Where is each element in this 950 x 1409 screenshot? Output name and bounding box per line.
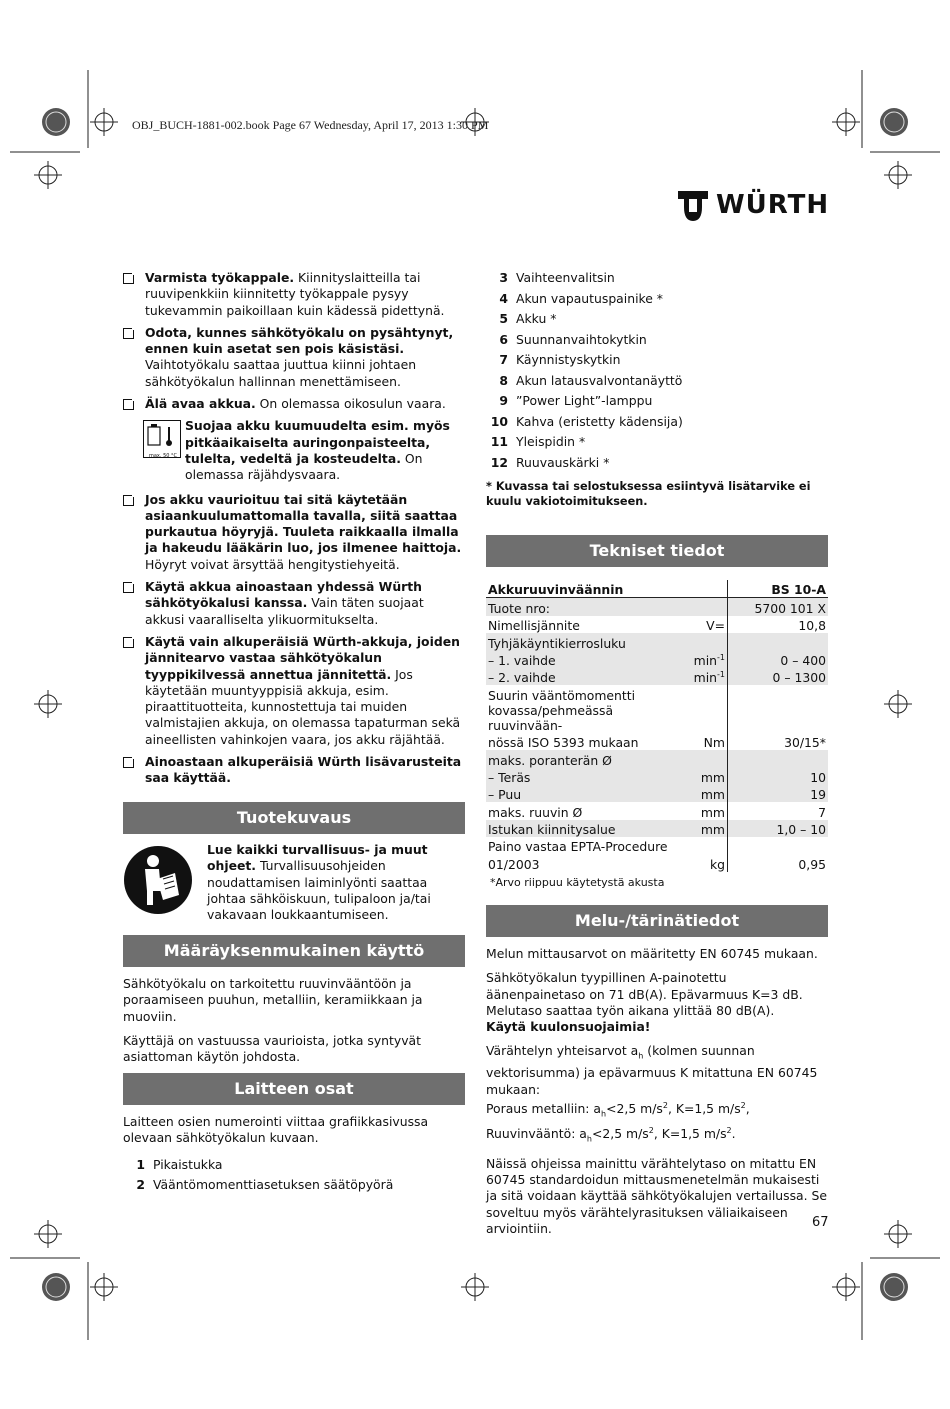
spec-row	[486, 802, 828, 819]
spec-label: maks. ruuvin Ø	[488, 804, 583, 820]
vib-text: Poraus metalliin: a	[486, 1100, 602, 1116]
part-number: 7	[499, 352, 508, 368]
part-number: 11	[490, 434, 508, 450]
spec-value	[728, 633, 829, 650]
spec-unit: mm	[700, 804, 725, 820]
safety-bullet	[123, 579, 465, 628]
spec-value	[728, 837, 829, 854]
read-instructions-note	[123, 842, 465, 923]
spec-row	[486, 598, 828, 616]
logo-wordmark: WÜRTH	[716, 190, 830, 220]
spec-unit: V=	[706, 618, 725, 634]
spec-value: 0 – 1300	[728, 668, 829, 685]
wear-ear-protection: Käytä kuulonsuojaimia!	[486, 1019, 651, 1035]
noise-measurement-paragraph: Melun mittausarvot on määritetty EN 60745 mukaan.	[486, 946, 818, 961]
spec-label: 01/2003	[488, 856, 540, 872]
bullet-text: Kiinnityslaitteilla tai ruuvipenkkiin kiinnitetty työkappale pysyy tukevammin paikoillaan kuin kädessä pidettynä.	[145, 270, 445, 318]
read-manual-icon	[123, 845, 193, 915]
spec-value	[728, 685, 829, 702]
spec-row	[486, 668, 828, 685]
vib-sub: h	[601, 1109, 607, 1119]
spec-label: – 2. vaihde	[488, 670, 556, 686]
accessory-footnote: * Kuvassa tai selostuksessa esiintyvä lisätarvike ei kuulu vakiotoimitukseen.	[486, 480, 811, 508]
spec-unit-base: min	[693, 652, 718, 668]
vib-sup: 2	[648, 1125, 654, 1135]
spec-body	[486, 598, 828, 872]
list-item	[123, 1175, 465, 1196]
spec-row	[486, 837, 828, 854]
spec-unit	[689, 750, 728, 767]
spec-header-label: Akkuruuvinväännin	[488, 582, 624, 598]
list-item	[486, 350, 828, 371]
left-column	[123, 270, 465, 793]
part-number: 6	[499, 331, 508, 347]
list-item	[486, 309, 828, 330]
parts-intro	[123, 1114, 465, 1196]
vib-text: <2,5 m/s	[591, 1125, 649, 1141]
safety-bullet	[123, 634, 465, 748]
spec-note: *Arvo riippuu käytetystä akusta	[490, 875, 665, 889]
spec-label: Tuote nro:	[488, 600, 550, 616]
safety-bullet	[123, 325, 465, 390]
spec-row	[486, 685, 828, 702]
part-number: 4	[499, 290, 508, 306]
wurth-logo	[676, 189, 834, 223]
bullet-bold: Jos akku vaurioituu tai sitä käytetään asiaankuulumattomalla tavalla, siitä saattaa purkautua höyryjä. Tuuleta raikkaalla ilmalla ja hakeudu lääkärin luo, jos ilmenee haittoja.	[145, 491, 462, 556]
parts-intro-paragraph: Laitteen osien numerointi viittaa grafiikkasivussa olevaan sähkötyökalun kuvaan.	[123, 1114, 429, 1146]
bullet-bold: Käytä vain alkuperäisiä Würth-akkuja, joiden jännitearvo vastaa sähkötyökalun tyyppikilvessä annettua jännitettä.	[145, 633, 460, 682]
spec-unit: mm	[700, 769, 725, 785]
page-number: 67	[812, 1215, 829, 1230]
parts-list-right	[486, 268, 828, 509]
read-note-text: Turvallisuusohjeiden noudattamisen laiminlyönti saattaa johtaa sähköiskuun, tulipaloon ja/tai vakavaan loukkaantumiseen.	[207, 858, 431, 923]
part-number: 5	[499, 311, 508, 327]
spec-unit	[689, 703, 728, 733]
spec-unit-exponent: -1	[717, 670, 725, 680]
part-name: Akun vapautuspainike *	[516, 290, 664, 306]
spec-row	[486, 785, 828, 802]
vib-text: Ruuvinvääntö: a	[486, 1125, 587, 1141]
spec-label: Suurin vääntömomentti	[488, 687, 636, 703]
spec-value	[728, 750, 829, 767]
list-item	[486, 268, 828, 289]
spec-row	[486, 651, 828, 668]
part-name: Akun latausvalvontanäyttö	[516, 372, 683, 388]
safety-bullet	[123, 396, 465, 412]
spec-label: nössä ISO 5393 mukaan	[488, 735, 639, 751]
spec-row	[486, 768, 828, 785]
spec-label: – Teräs	[488, 769, 531, 785]
bullet-text: Vain täten suojaat akkusi vaaralliselta ylikuormitukselta.	[145, 595, 424, 627]
spec-label: Paino vastaa EPTA-Procedure	[488, 839, 668, 855]
parts-list-left	[123, 1155, 465, 1196]
list-item	[486, 412, 828, 433]
part-name: Kahva (eristetty kädensija)	[516, 413, 683, 429]
list-item	[123, 1155, 465, 1176]
wurth-emblem-icon	[676, 189, 710, 223]
safety-bullet	[123, 754, 465, 787]
spec-row	[486, 733, 828, 750]
part-number: 3	[499, 270, 508, 286]
icon-temp-label: max. 50 °C	[149, 453, 178, 460]
spec-value: 19	[728, 785, 829, 802]
part-number: 2	[136, 1177, 145, 1193]
part-name: Suunnanvaihtokytkin	[516, 331, 647, 347]
bullet-bold: Käytä akkua ainoastaan yhdessä Würth sähkötyökalusi kanssa.	[145, 579, 422, 611]
spec-row	[486, 633, 828, 650]
list-item	[486, 330, 828, 351]
spec-unit	[689, 837, 728, 854]
heat-warning	[123, 418, 465, 483]
section-heading-technical-data: Tekniset tiedot	[486, 535, 828, 567]
spec-value: 10	[728, 768, 829, 785]
spec-unit	[689, 633, 728, 650]
spec-unit	[689, 598, 728, 616]
vib-sup: 2	[726, 1125, 732, 1135]
spec-table-wrap	[486, 580, 828, 889]
spec-label: – Puu	[488, 787, 522, 803]
spec-value: 7	[728, 802, 829, 819]
spec-unit: kg	[709, 856, 725, 872]
spec-value	[728, 703, 829, 733]
spec-row	[486, 820, 828, 837]
spec-header-value: BS 10-A	[728, 580, 829, 598]
vib-text: ,	[745, 1100, 750, 1116]
spec-row	[486, 703, 828, 733]
bullet-bold: Odota, kunnes sähkötyökalu on pysähtynyt, ennen kuin asetat sen pois käsistäsi.	[145, 324, 454, 357]
spec-row	[486, 750, 828, 767]
spec-unit: mm	[700, 787, 725, 803]
part-number: 12	[490, 454, 508, 470]
section-heading-parts: Laitteen osat	[123, 1073, 465, 1105]
section-heading-intended-use: Määräyksenmukainen käyttö	[123, 935, 465, 967]
list-item	[486, 371, 828, 392]
spec-row	[486, 854, 828, 871]
spec-label: kovassa/pehmeässä ruuvinvään-	[488, 702, 614, 733]
vib-sub: h	[586, 1134, 592, 1144]
part-name: Akku *	[516, 311, 557, 327]
part-number: 8	[499, 372, 508, 388]
bullet-text: On olemassa oikosulun vaara.	[255, 396, 446, 412]
safety-bullet	[123, 492, 465, 573]
spec-value: 1,0 – 10	[728, 820, 829, 837]
spec-label: Nimellisjännite	[488, 618, 580, 634]
spec-label: Tyhjäkäyntikierrosluku	[488, 635, 626, 651]
spec-value: 10,8	[728, 616, 829, 633]
spec-unit	[689, 651, 728, 668]
heat-warning-bold: Suojaa akku kuumuudelta esim. myös pitkäaikaiselta auringonpaisteelta, tulelta, vedeltä ja kosteudelta.	[185, 418, 450, 466]
spec-label: Istukan kiinnitysalue	[488, 822, 616, 838]
spec-unit: Nm	[703, 735, 725, 751]
sound-pressure-paragraph: Sähkötyökalun tyypillinen A-painotettu äänenpainetaso on 71 dB(A). Epävarmuus K=3 dB.	[486, 970, 803, 1002]
vib-text: , K=1,5 m/s	[653, 1125, 727, 1141]
heat-warning-text: On olemassa räjähdysvaara.	[185, 450, 423, 483]
bullet-bold: Ainoastaan alkuperäisiä Würth lisävarusteita saa käyttää.	[145, 754, 462, 786]
spec-table	[486, 580, 828, 872]
section-heading-noise-vibration: Melu-/tärinätiedot	[486, 905, 828, 937]
list-item	[486, 391, 828, 412]
spec-unit-exponent: -1	[717, 652, 725, 662]
bullet-text: Höyryt voivat ärsyttää hengitystiehyeitä.	[145, 556, 400, 572]
part-name: Käynnistyskytkin	[516, 352, 621, 368]
intended-use-text	[123, 976, 465, 1073]
spec-value: 0,95	[728, 854, 829, 871]
vib-text: <2,5 m/s	[606, 1100, 663, 1116]
bullet-bold: Älä avaa akkua.	[145, 396, 256, 412]
section-heading-product-description: Tuotekuvaus	[123, 802, 465, 834]
spec-header-row	[486, 580, 828, 598]
responsibility-paragraph: Käyttäjä on vastuussa vaurioista, jotka syntyvät asiattoman käytön johdosta.	[123, 1032, 421, 1065]
spec-value: 0 – 400	[728, 651, 829, 668]
vib-text: Värähtelyn yhteisarvot a	[486, 1043, 639, 1059]
spec-label: – 1. vaihde	[488, 652, 556, 668]
list-item	[486, 432, 828, 453]
spec-label: maks. poranterän Ø	[488, 752, 612, 768]
vib-text: , K=1,5 m/s	[667, 1100, 741, 1116]
vib-text: .	[731, 1125, 736, 1141]
vib-sub: h	[638, 1051, 644, 1061]
part-name: Vääntömomenttiasetuksen säätöpyörä	[153, 1177, 394, 1193]
noise-level-line: Melutaso saattaa työn aikana ylittää 80 dB(A).	[486, 1002, 775, 1018]
spec-value: 5700 101 X	[728, 598, 829, 616]
vibration-level-paragraph: Näissä ohjeissa mainittu värähtelytaso on mitattu EN 60745 standardoidun mittausmenetelmän mukaisesti ja sitä voidaan käyttää sähkötyökalujen vertailussa. Se soveltuu myös värähtelyrasituksen väliaikaiseen arviointiin.	[486, 1155, 827, 1236]
spec-unit	[689, 668, 728, 685]
safety-bullet	[123, 270, 465, 319]
part-name: Ruuvauskärki *	[516, 454, 610, 470]
bullet-text: Vaihtotyökalu saattaa juuttua kiinni johtaen sähkötyökalun hallinnan menettämiseen.	[145, 357, 417, 389]
spec-value: 30/15*	[728, 733, 829, 750]
part-number: 10	[490, 413, 508, 429]
read-note-bold: Lue kaikki turvallisuus- ja muut ohjeet.	[207, 842, 428, 874]
spec-row	[486, 616, 828, 633]
vib-sup: 2	[740, 1100, 746, 1110]
vib-text: (kolmen suunnan vektorisumma) ja epävarmuus K mitattuna EN 60745 mukaan:	[486, 1043, 818, 1097]
noise-text	[486, 946, 828, 1245]
part-name: ”Power Light”-lamppu	[516, 393, 653, 409]
intended-use-paragraph: Sähkötyökalu on tarkoitettu ruuvinvääntöön ja poraamiseen puuhun, metalliin, keramiikkaan ja muoviin.	[123, 976, 423, 1024]
list-item	[486, 453, 828, 474]
bullet-text: Jos käytetään muuntyyppisiä akkuja, esim. piraattituotteita, kunnostettuja tai muiden valmistajien akkuja, on olemassa tapaturman sekä aineellisten vahinkojen vaara, jos akku räjähtää.	[145, 666, 461, 747]
part-number: 9	[499, 393, 508, 409]
spec-unit: mm	[700, 822, 725, 838]
part-number: 1	[136, 1156, 145, 1172]
book-header-line: OBJ_BUCH-1881-002.book Page 67 Wednesday, April 17, 2013 1:30 PM	[132, 118, 489, 132]
part-name: Vaihteenvalitsin	[516, 270, 615, 286]
bullet-bold: Varmista työkappale.	[145, 270, 295, 285]
part-name: Pikaistukka	[153, 1156, 223, 1172]
spec-unit-base: min	[693, 670, 718, 686]
part-name: Yleispidin *	[516, 434, 586, 450]
vib-sup: 2	[662, 1100, 668, 1110]
spec-unit	[689, 685, 728, 702]
battery-temperature-icon	[143, 420, 181, 458]
list-item	[486, 289, 828, 310]
vibration-paragraph	[486, 1043, 828, 1147]
